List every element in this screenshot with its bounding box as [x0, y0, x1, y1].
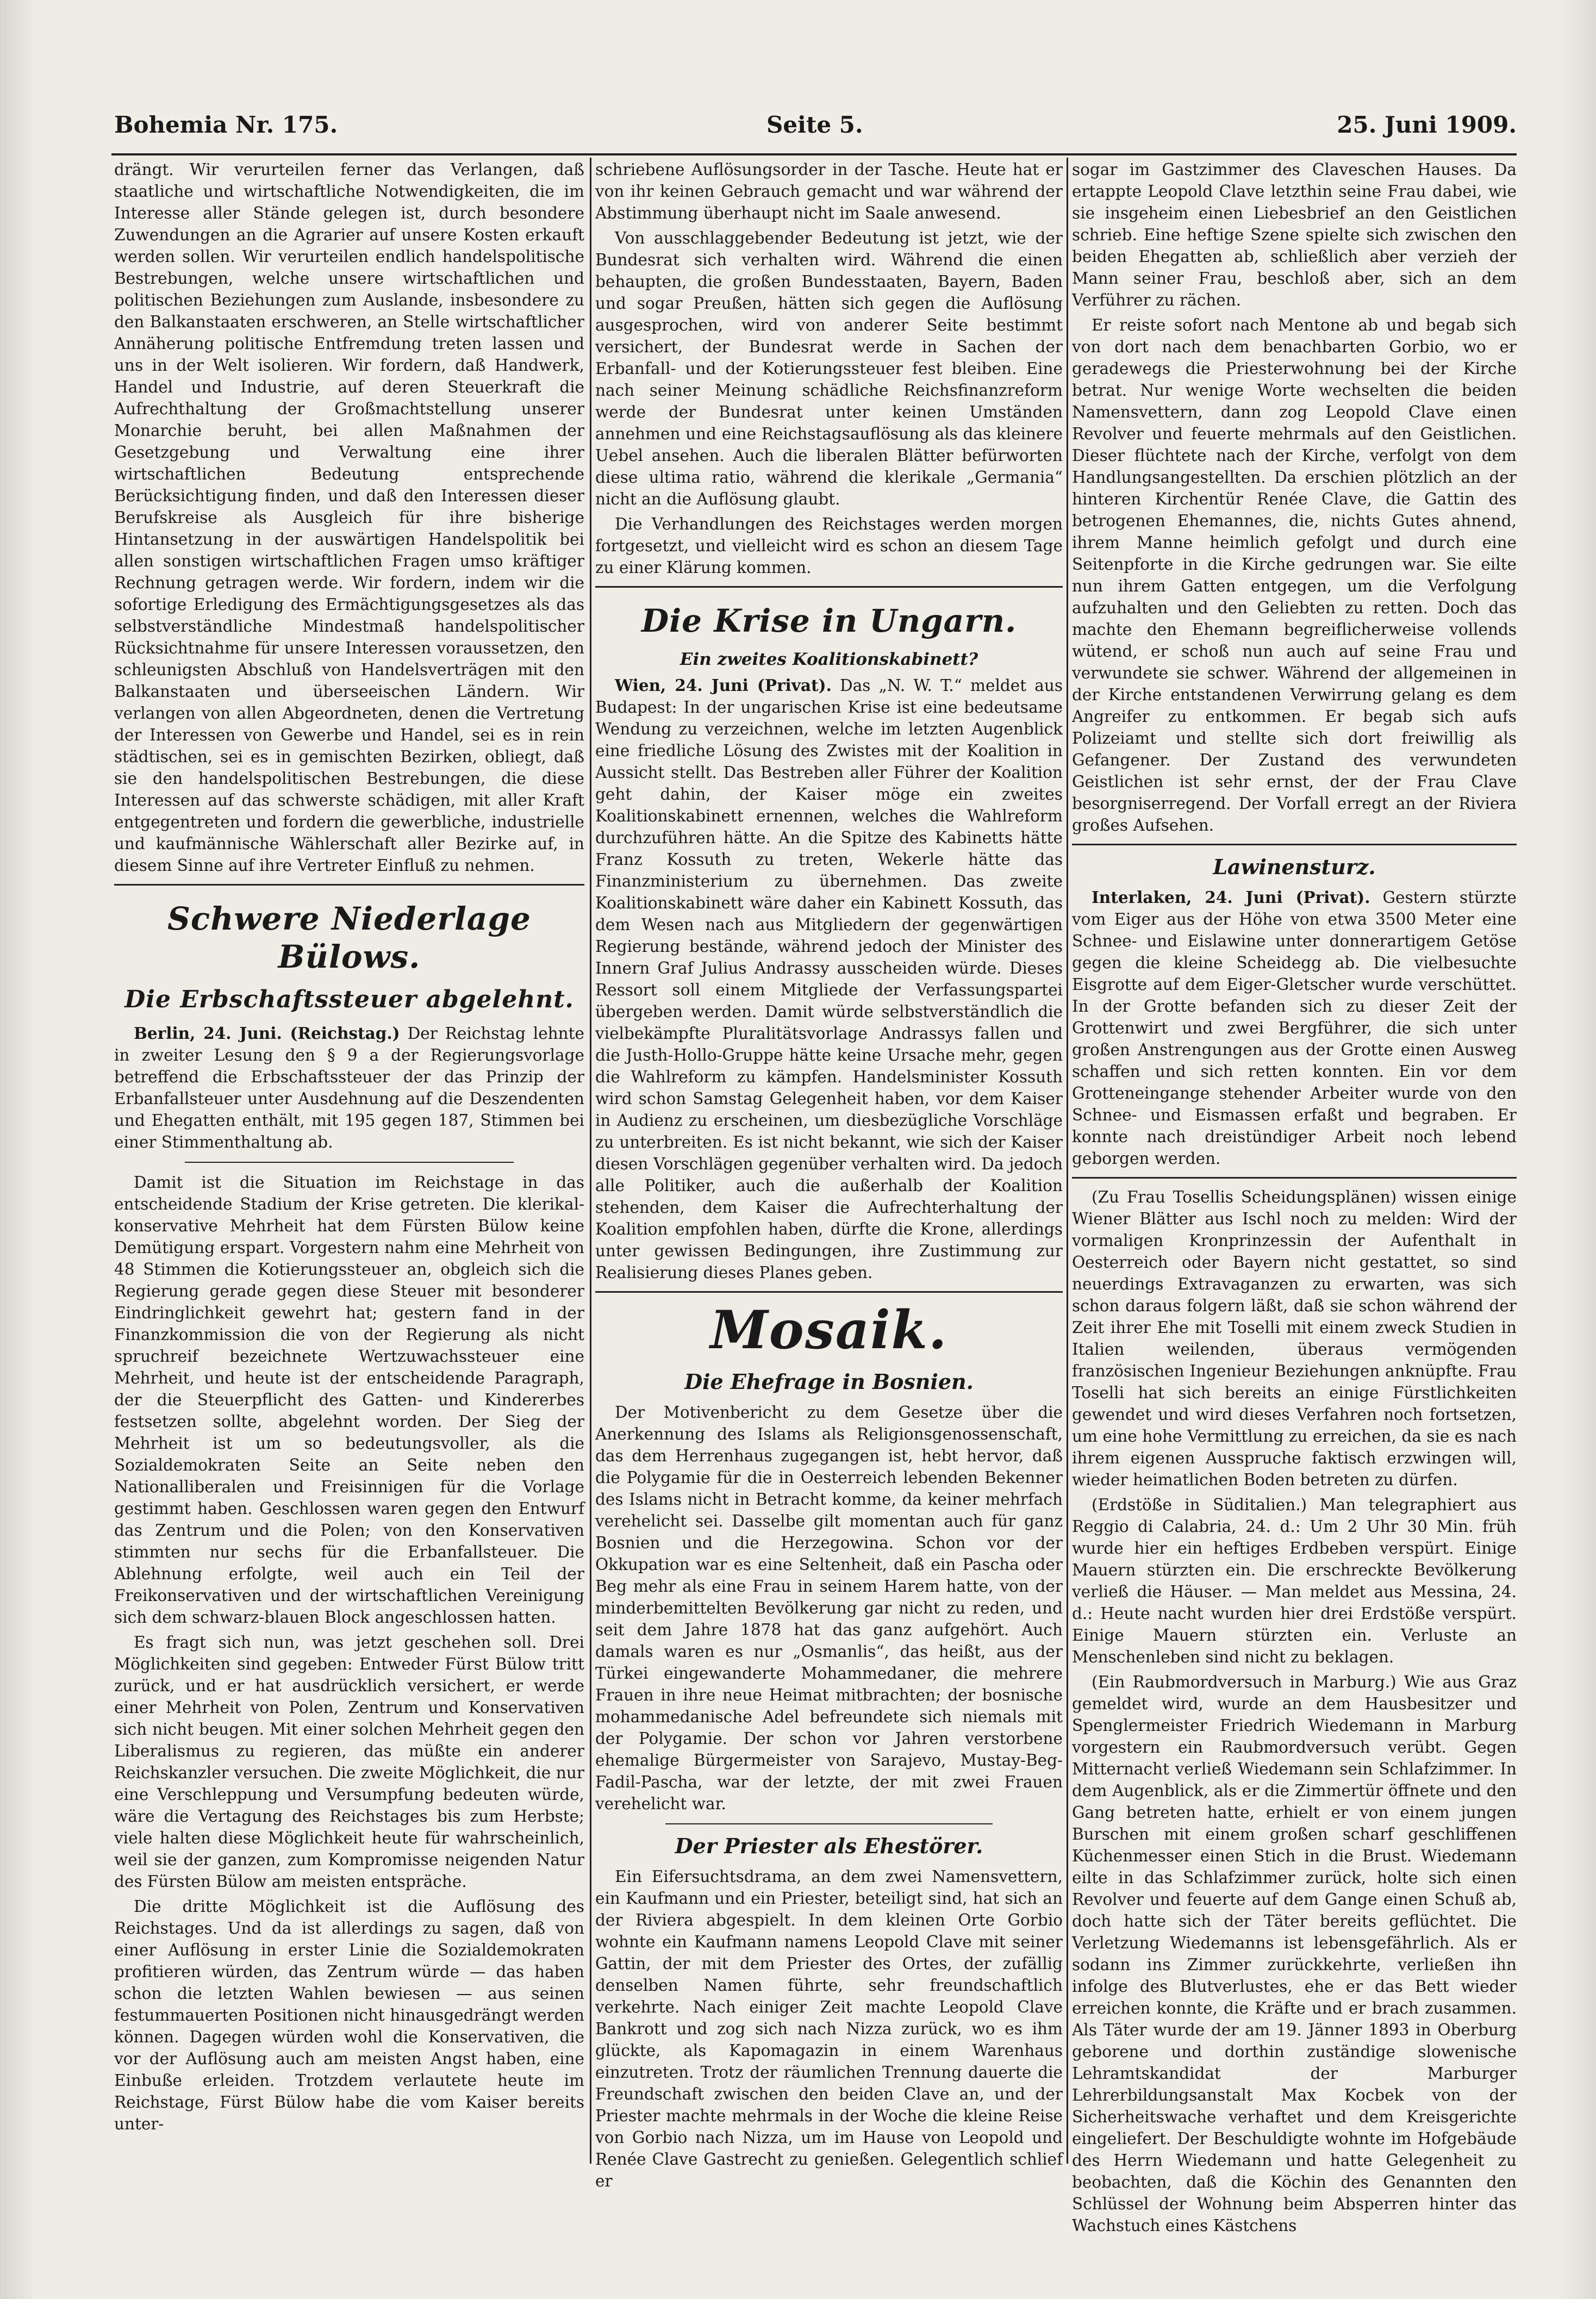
subheadline-erbschaftssteuer: Die Erbschaftssteuer abgelehnt.	[124, 986, 574, 1013]
article-separator	[1072, 844, 1517, 845]
paragraph: Ein Eifersuchtsdrama, an dem zwei Namensvettern, ein Kaufmann und ein Priester, beteiligt sind, hat sich an der Riviera abgespielt. In dem kleinen Orte Gorbio wohnte ein Kaufmann namens Leopold Clave mit seiner Gattin, der mit dem Priester des Ortes, der zufällig denselben Namen führte, sehr freundschaftlich verkehrte. Nach einiger Zeit machte Leopold Clave Bankrott und zog sich nach Nizza zurück, wo es ihm glückte, als Kapomagazin in einem Warenhaus einzutreten. Trotz der räumlichen Trennung dauerte die Freundschaft zwischen den beiden Clave an, und der Priester machte mehrmals in der Woche die kleine Reise von Gorbio nach Nizza, um im Hause von Leopold und Renée Clave Gastrecht zu genießen. Gelegentlich schlief er	[595, 1867, 1063, 2190]
kicker-koalitionskabinett: Ein zweites Koalitionskabinett?	[679, 650, 978, 669]
paragraph-lawine: Gestern stürzte vom Eiger aus der Höhe von etwa 3500 Meter eine Schnee- und Eislawine unter donnerartigem Getöse gegen die kleine Scheidegg ab. Die vielbesuchte Eisgrotte auf dem Eiger-Gletscher wurde verschüttet. In der Grotte befanden sich zu dieser Zeit der Grottenwirt und zwei Bergführer, die sich unter großen Anstrengungen aus der Grotte einen Ausweg schaffen und sich retten konnten. Ein vor dem Grotteneingange stehender Arbeiter wurde von den Schnee- und Eismassen erfaßt und begraben. Er konnte nach dreistündiger Arbeit noch lebend geborgen werden.	[1072, 888, 1517, 1168]
section-title-mosaik: Mosaik.	[710, 1299, 948, 1361]
page-fold-shadow-right	[1558, 0, 1596, 2299]
paragraph: Er reiste sofort nach Mentone ab und begab sich von dort nach dem benachbarten Gorbio, wo er geradewegs die Priesterwohnung bei der Kirche betrat. Nur wenige Worte wechselten die beiden Namensvettern, dann zog Leopold Clave einen Revolver und feuerte mehrmals auf den Geistlichen. Dieser flüchtete nach der Kirche, verfolgt von dem Handlungsangestellten. Da erschien plötzlich an der hinteren Kirchentür Renée Clave, die Gattin des betrogenen Ehemannes, die, nichts Gutes ahnend, ihrem Manne heimlich gefolgt und durch eine Seitenpforte in die Kirche gedrungen war. Sie eilte nun ihrem Gatten entgegen, um die Verfolgung aufzuhalten und den Geliebten zu retten. Doch das machte den Ehemann begreiflicherweise vollends wütend, er schoß nun auch auf seine Frau und verwundete sie schwer. Während der allgemeinen in der Kirche entstandenen Verwirrung gelang es dem Angreifer zu entkommen. Er begab sich aufs Polizeiamt und stellte sich dort freiwillig als Gefangener. Der Zustand des verwundeten Geistlichen ist sehr ernst, der der Frau Clave besorgniserregend. Der Vorfall erregt an der Riviera großes Aufsehen.	[1072, 316, 1517, 834]
paragraph: (Erdstöße in Süditalien.) Man telegraphiert aus Reggio di Calabria, 24. d.: Um 2 Uhr 30 Min. früh wurde hier ein heftiges Erdbeben verspürt. Einige Mauern stürzten ein. Die erschreckte Bevölkerung verließ die Häuser. — Man meldet aus Messina, 24. d.: Heute nacht wurden hier drei Erdstöße verspürt. Einige Mauern stürzten ein. Verluste an Menschenleben sind nicht zu beklagen.	[1072, 1496, 1517, 1666]
column-3	[1072, 159, 1517, 2235]
short-separator	[665, 1823, 993, 1824]
dateline-interlaken: Interlaken, 24. Juni (Privat).	[1092, 888, 1370, 907]
paragraph: (Zu Frau Tosellis Scheidungsplänen) wissen einige Wiener Blätter aus Ischl noch zu melden: Wird der vormaligen Kronprinzessin der Aufenthalt in Oesterreich oder Bayern nicht gestattet, so sind neuerdings Extravaganzen zu erwarten, was sich schon daraus folgern läßt, daß sie schon während der Zeit ihrer Ehe mit Toselli mit einem zweck Studien in Italien weilenden, überaus vermögenden französischen Ingenieur Beziehungen anknüpfte. Frau Toselli hat sich bereits an einige Fürstlichkeiten gewendet und wird dieses Verfahren noch fortsetzen, um eine hohe Vermittlung zu erreichen, da sie es nach ihrem eigenen Ausspruche faktisch erzwingen will, wieder heimatlichen Boden betreten zu dürfen.	[1072, 1188, 1517, 1489]
headline-priester: Der Priester als Ehestörer.	[675, 1834, 983, 1858]
header-issue: Bohemia Nr. 175.	[114, 111, 338, 138]
header-page-number: Seite 5.	[766, 111, 863, 138]
paragraph: Die Verhandlungen des Reichstages werden morgen fortgesetzt, und vielleicht wird es schon an diesem Tage zu einer Klärung kommen.	[595, 515, 1063, 577]
article-separator	[1072, 1177, 1517, 1179]
article-separator	[595, 586, 1063, 588]
column-2	[595, 159, 1063, 2190]
paragraph: Es fragt sich nun, was jetzt geschehen soll. Drei Möglichkeiten sind gegeben: Entweder Fürst Bülow tritt zurück, und er hat ausdrücklich versichert, er werde einer Mehrheit von Polen, Zentrum und Konservativen sich nicht beugen. Mit einer solchen Mehrheit gegen den Liberalismus zu regieren, das müßte ein anderer Reichskanzler versuchen. Die zweite Möglichkeit, die nur eine Verschleppung und Versumpfung bedeuten würde, wäre die Vertagung des Reichstages bis zum Herbste; viele halten diese Möglichkeit heute für wahrscheinlich, weil sie der ganzen, zum Kompromisse neigenden Natur des Fürsten Bülow am meisten entspräche.	[114, 1633, 584, 1891]
paragraph: schriebene Auflösungsorder in der Tasche. Heute hat er von ihr keinen Gebrauch gemacht und war während der Abstimmung überhaupt nicht im Saale anwesend.	[595, 160, 1063, 222]
article-separator	[595, 1291, 1063, 1293]
paragraph-ungarn: Das „N. W. T.“ meldet aus Budapest: In der ungarischen Krise ist eine bedeutsame Wendung zu verzeichnen, welche im letzten Augenblick eine friedliche Lösung des Zwistes mit der Koalition in Aussicht stellt. Das Bestreben aller Führer der Koalition geht dahin, der Kaiser möge ein zweites Koalitionskabinett ernennen, welches die Wahlreform durchzuführen hätte. An die Spitze des Kabinetts hätte Franz Kossuth zu treten, Wekerle hätte das Finanzministerium zu übernehmen. Das zweite Koalitionskabinett wäre daher ein Kabinett Kossuth, das dem Wesen nach aus Mitgliedern der gegenwärtigen Regierung bestände, während jedoch der Minister des Innern Graf Julius Andrassy ausscheiden würde. Dieses Ressort soll einem Mitgliede der Verfassungspartei übergeben werden. Damit würde selbstverständlich die vielbekämpfte Pluralitätsvorlage Andrassys fallen und die Justh-Hollo-Gruppe hätte keine Ursache mehr, gegen die Wahlreform zu kämpfen. Handelsminister Kossuth wird schon Samstag Gelegenheit haben, vor dem Kaiser in Audienz zu erscheinen, um diesbezügliche Vorschläge zu unterbreiten. Es ist nicht bekannt, wie sich der Kaiser diesen Vorschlägen gegenüber verhalten wird. Da jedoch alle Politiker, auch die außerhalb der Koalition stehenden, dem Kaiser die Aufrechterhaltung der Koalition empfohlen haben, dürfte die Krone, allerdings unter gewissen Bedingungen, ihre Zustimmung zur Realisierung dieses Planes geben.	[595, 676, 1063, 1282]
col1-continuation: drängt. Wir verurteilen ferner das Verlangen, daß staatliche und wirtschaftliche Notwendigkeiten, die im Interesse aller Stände gelegen ist, durch besondere Zuwendungen an die Agrarier auf unsere Kosten erkauft werden sollen. Wir verurteilen endlich handelspolitische Bestrebungen, welche unsere wirtschaftlichen und politischen Beziehungen zum Auslande, insbesondere zu den Balkanstaaten erschweren, an Stelle wirtschaftlicher Annäherung politische Entfremdung treten lassen und uns in der Welt isolieren. Wir fordern, daß Handwerk, Handel und Industrie, auf deren Steuerkraft die Aufrechthaltung der Großmachtstellung unserer Monarchie beruht, bei allen Maßnahmen der Gesetzgebung und Verwaltung eine ihrer wirtschaftlichen Bedeutung entsprechende Berücksichtigung finden, und daß den Interessen dieser Berufskreise als Ausgleich für ihre bisherige Hintansetzung in der auswärtigen Handelspolitik bei allen sonstigen wirtschaftlichen Fragen umso kräftiger Rechnung getragen werde. Wir fordern, indem wir die sofortige Erledigung des Ermächtigungsgesetzes als das selbstverständliche Mindestmaß handelspolitischer Rücksichtnahme für unsere Interessen voraussetzen, den schleunigsten Abschluß von Handelsverträgen mit den Balkanstaaten und überseeischen Ländern. Wir verlangen von allen Abgeordneten, denen die Vertretung der Interessen von Gewerbe und Handel, sei es in rein städtischen, sei es in gemischten Bezirken, obliegt, daß sie den handelspolitischen Bestrebungen, die diese Interessen auf das schwerste schädigen, mit aller Kraft entgegentreten und fordern die gewerbliche, industrielle und kaufmännische Wählerschaft aller Bezirke auf, in diesem Sinne auf ihre Vertreter Einfluß zu nehmen.	[114, 160, 584, 875]
paragraph: sogar im Gastzimmer des Claveschen Hauses. Da ertappte Leopold Clave letzthin seine Frau dabei, wie sie insgeheim einen Liebesbrief an den Geistlichen schrieb. Eine heftige Szene spielte sich zwischen den beiden Ehegatten ab, schließlich aber verzieh der Mann seiner Frau, beschloß aber, sich an dem Verführer zu rächen.	[1072, 160, 1517, 309]
header-date: 25. Juni 1909.	[1337, 111, 1517, 138]
column-rule-1	[590, 158, 591, 2164]
paragraph: Die dritte Möglichkeit ist die Auflösung des Reichstages. Und da ist allerdings zu sagen, daß von einer Auflösung in erster Linie die Sozialdemokraten profitieren würden, das Zentrum würde — das haben schon die letzten Wahlen bewiesen — aus seinen festummauerten Positionen nicht hinausgedrängt werden können. Dagegen würden wohl die Konservativen, die vor der Auflösung auch am meisten Angst haben, eine Einbuße erleiden. Trotzdem verlautete heute im Reichstage, Fürst Bülow habe die vom Kaiser bereits unter-	[114, 1897, 584, 2133]
short-separator	[185, 1162, 514, 1163]
paragraph: Der Motivenbericht zu dem Gesetze über die Anerkennung des Islams als Religionsgenossenschaft, das dem Herrenhaus zugegangen ist, hebt hervor, daß die Polygamie für die in Oesterreich lebenden Bekenner des Islams nicht in Betracht komme, da keiner mehrfach verehelicht sei. Dasselbe gilt momentan auch für ganz Bosnien und die Herzegowina. Schon vor der Okkupation war es eine Seltenheit, daß ein Pascha oder Beg mehr als eine Frau in seinem Harem hatte, von der minderbemittelten Bevölkerung gar nicht zu reden, und seit dem Jahre 1878 hat das ganz aufgehört. Auch damals waren es nur „Osmanlis“, das heißt, aus der Türkei eingewanderte Mohammedaner, die mehrere Frauen in ihre neue Heimat mitbrachten; der bosnische mohammedanische Adel befreundete sich niemals mit der Polygamie. Der schon vor Jahren verstorbene ehemalige Bürgermeister von Sarajevo, Mustay-Beg-Fadil-Pascha, war der letzte, der mit zwei Frauen verehelicht war.	[595, 1403, 1063, 1813]
paragraph: Von ausschlaggebender Bedeutung ist jetzt, wie der Bundesrat sich verhalten wird. Während die einen behaupten, die großen Bundesstaaten, Bayern, Baden und sogar Preußen, hätten sich gegen die Auflösung ausgesprochen, wird von anderer Seite bestimmt versichert, der Bundesrat werde in Sachen der Erbanfall- und der Kotierungssteuer fest bleiben. Eine nach seiner Meinung schädliche Reichsfinanzreform werde der Bundesrat unter keinen Umständen annehmen und eine Reichstagsauflösung als das kleinere Uebel ansehen. Auch die liberalen Blätter befürworten diese ultima ratio, während die klerikale „Germania“ nicht an die Auflösung glaubt.	[595, 229, 1063, 508]
dateline-wien: Wien, 24. Juni (Privat).	[615, 676, 832, 695]
column-1	[114, 159, 584, 2165]
dateline-berlin: Berlin, 24. Juni. (Reichstag.)	[134, 1024, 400, 1043]
headline-ehefrage: Die Ehefrage in Bosnien.	[684, 1369, 974, 1394]
column-rule-2	[1067, 158, 1068, 2164]
paragraph: (Ein Raubmordversuch in Marburg.) Wie aus Graz gemeldet wird, wurde an dem Hausbesitzer und Spenglermeister Friedrich Wiedemann in Marburg vorgestern ein Raubmordversuch verübt. Gegen Mitternacht verließ Wiedemann sein Schlafzimmer. In dem Augenblick, als er die Zimmertür öffnete und den Gang betreten hatte, erhielt er von einem jungen Burschen mit einem großen scharf geschliffenen Küchenmesser einen Stich in die Brust. Wiedemann eilte in das Schlafzimmer zurück, holte sich einen Revolver und feuerte auf dem Gange einen Schuß ab, doch hatte sich der Täter bereits geflüchtet. Die Verletzung Wiedemanns ist lebensgefährlich. Als er sodann ins Zimmer zurückkehrte, verließen ihn infolge des Blutverlustes, ehe er das Bett wieder erreichen konnte, die Kräfte und er brach zusammen. Als Täter wurde der am 19. Jänner 1893 in Oberburg geborene und dorthin zuständige slowenische Lehramtskandidat der Marburger Lehrerbildungsanstalt Max Kocbek von der Sicherheitswache verhaftet und dem Kreisgerichte eingeliefert. Der Beschuldigte wohnte im Hofgebäude des Herrn Wiedemann und hatte Gelegenheit zu beobachten, daß die Köchin des Genannten den Schlüssel der Wohnung beim Absperren hinter das Wachstuch eines Kästchens	[1072, 1673, 1517, 2235]
headline-buelow: Schwere Niederlage Bülows.	[167, 900, 531, 975]
header-rule	[111, 153, 1517, 155]
article-separator	[114, 884, 584, 886]
lead-paragraph: Der Reichstag lehnte in zweiter Lesung den § 9 a der Regierungsvorlage betreffend die Erbschaftssteuer der das Prinzip der Erbanfallsteuer unter Ausdehnung auf die Deszendenten und Ehegatten enthält, mit 195 gegen 187, Stimmen bei einer Stimmenthaltung ab.	[114, 1024, 584, 1151]
paragraph: Damit ist die Situation im Reichstage in das entscheidende Stadium der Krise getreten. Die klerikal-konservative Mehrheit hat dem Fürsten Bülow keine Demütigung erspart. Vorgestern nahm eine Mehrheit von 48 Stimmen die Kotierungssteuer an, obgleich sich die Regierung gerade gegen diese Steuer mit besonderer Eindringlichkeit gewehrt hat; gestern fand in der Finanzkommission die von der Regierung als nicht spruchreif bezeichnete Wertzuwachssteuer eine Mehrheit, und heute ist der entscheidende Paragraph, der die Steuerpflicht des Gatten- und Kindererbes festsetzen sollte, abgelehnt worden. Der Sieg der Mehrheit ist um so bedeutungsvoller, als die Sozialdemokraten Seite an Seite neben den Nationalliberalen und Freisinnigen für die Vorlage gestimmt haben. Geschlossen waren gegen den Entwurf das Zentrum und die Polen; von den Konservativen stimmten nur sechs für die Erbanfallsteuer. Die Ablehnung erfolgte, weil auch ein Teil der Freikonservativen und der wirtschaftlichen Vereinigung sich dem schwarz-blauen Block angeschlossen hatten.	[114, 1173, 584, 1627]
headline-lawinensturz: Lawinensturz.	[1213, 855, 1376, 879]
page-fold-shadow-left	[0, 0, 38, 2299]
headline-ungarn: Die Krise in Ungarn.	[641, 602, 1017, 639]
page-header	[114, 111, 1517, 149]
